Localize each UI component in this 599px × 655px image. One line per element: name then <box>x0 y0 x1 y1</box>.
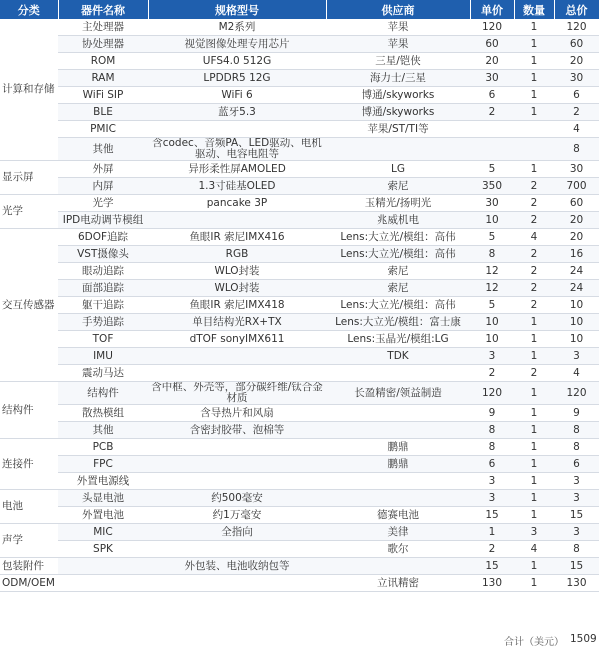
unit-price-cell: 3 <box>470 490 514 507</box>
unit-price-cell: 15 <box>470 558 514 575</box>
component-cell: IMU <box>58 348 148 365</box>
total-cell: 20 <box>554 212 599 229</box>
spec-cell <box>148 456 326 473</box>
component-cell: PCB <box>58 439 148 456</box>
spec-cell: pancake 3P <box>148 195 326 212</box>
component-cell: BLE <box>58 104 148 121</box>
spec-cell: 含中框、外壳等，部分碳纤维/钛合金材质 <box>148 382 326 405</box>
supplier-cell: LG <box>326 161 470 178</box>
category-cell: 声学 <box>0 524 58 558</box>
table-row <box>0 524 599 541</box>
quantity-cell: 1 <box>514 348 554 365</box>
quantity-cell: 2 <box>514 280 554 297</box>
table-row <box>0 507 599 524</box>
component-cell <box>58 575 148 592</box>
bom-body <box>0 19 599 592</box>
category-cell: 交互传感器 <box>0 229 58 382</box>
table-row <box>0 473 599 490</box>
quantity-cell: 4 <box>514 541 554 558</box>
component-cell: FPC <box>58 456 148 473</box>
component-cell: 手势追踪 <box>58 314 148 331</box>
spec-cell: 视觉图像处理专用芯片 <box>148 36 326 53</box>
unit-price-cell: 5 <box>470 297 514 314</box>
spec-cell: 异形柔性屏AMOLED <box>148 161 326 178</box>
total-cell: 15 <box>554 558 599 575</box>
spec-cell <box>148 348 326 365</box>
header-unit-price: 单价 <box>470 0 514 19</box>
spec-cell: 约1万毫安 <box>148 507 326 524</box>
table-row <box>0 331 599 348</box>
component-cell: 躯干追踪 <box>58 297 148 314</box>
spec-cell <box>148 575 326 592</box>
component-cell: 散热模组 <box>58 405 148 422</box>
component-cell: 内屏 <box>58 178 148 195</box>
quantity-cell: 1 <box>514 405 554 422</box>
total-cell: 4 <box>554 121 599 138</box>
table-row <box>0 19 599 36</box>
quantity-cell: 2 <box>514 195 554 212</box>
unit-price-cell: 12 <box>470 280 514 297</box>
spec-cell: WiFi 6 <box>148 87 326 104</box>
supplier-cell: 苹果/ST/TI等 <box>326 121 470 138</box>
total-cell: 20 <box>554 53 599 70</box>
unit-price-cell: 10 <box>470 212 514 229</box>
quantity-cell: 2 <box>514 178 554 195</box>
category-cell: 包装附件 <box>0 558 58 575</box>
spec-cell: 鱼眼IR 索尼IMX416 <box>148 229 326 246</box>
table-row <box>0 212 599 229</box>
table-row <box>0 405 599 422</box>
unit-price-cell: 130 <box>470 575 514 592</box>
quantity-cell: 1 <box>514 439 554 456</box>
quantity-cell: 4 <box>514 229 554 246</box>
total-cell: 8 <box>554 439 599 456</box>
supplier-cell <box>326 490 470 507</box>
quantity-cell: 1 <box>514 104 554 121</box>
supplier-cell: 德赛电池 <box>326 507 470 524</box>
table-row <box>0 490 599 507</box>
spec-cell: 约500毫安 <box>148 490 326 507</box>
spec-cell <box>148 212 326 229</box>
total-cell: 120 <box>554 382 599 405</box>
spec-cell: WLO封装 <box>148 263 326 280</box>
total-cell: 700 <box>554 178 599 195</box>
table-row <box>0 195 599 212</box>
supplier-cell <box>326 138 470 161</box>
total-cell: 3 <box>554 348 599 365</box>
total-cell: 120 <box>554 19 599 36</box>
spec-cell: 含密封胶带、泡棉等 <box>148 422 326 439</box>
supplier-cell <box>326 473 470 490</box>
spec-cell <box>148 439 326 456</box>
supplier-cell: Lens:大立光/模组：富士康 <box>326 314 470 331</box>
unit-price-cell: 3 <box>470 348 514 365</box>
component-cell: IPD电动调节模组 <box>58 212 148 229</box>
category-cell: ODM/OEM <box>0 575 58 592</box>
category-cell: 结构件 <box>0 382 58 439</box>
table-row <box>0 558 599 575</box>
quantity-cell: 1 <box>514 331 554 348</box>
spec-cell: dTOF sonyIMX611 <box>148 331 326 348</box>
header-category: 分类 <box>0 0 58 19</box>
quantity-cell: 1 <box>514 19 554 36</box>
header-total: 总价 <box>554 0 599 19</box>
quantity-cell: 1 <box>514 314 554 331</box>
quantity-cell: 1 <box>514 456 554 473</box>
unit-price-cell: 120 <box>470 382 514 405</box>
supplier-cell: 海力士/三星 <box>326 70 470 87</box>
total-cell: 4 <box>554 365 599 382</box>
unit-price-cell: 8 <box>470 246 514 263</box>
table-row <box>0 541 599 558</box>
supplier-cell: 三星/铠侠 <box>326 53 470 70</box>
category-cell: 计算和存储 <box>0 19 58 161</box>
table-row <box>0 575 599 592</box>
table-row <box>0 365 599 382</box>
total-cell: 130 <box>554 575 599 592</box>
component-cell: 主处理器 <box>58 19 148 36</box>
supplier-cell: 索尼 <box>326 178 470 195</box>
supplier-cell: Lens:大立光/模组：高伟 <box>326 246 470 263</box>
component-cell: ROM <box>58 53 148 70</box>
total-cell: 24 <box>554 280 599 297</box>
unit-price-cell: 350 <box>470 178 514 195</box>
total-cell: 8 <box>554 541 599 558</box>
spec-cell: M2系列 <box>148 19 326 36</box>
total-cell: 20 <box>554 229 599 246</box>
unit-price-cell: 2 <box>470 104 514 121</box>
component-cell: TOF <box>58 331 148 348</box>
table-row <box>0 138 599 161</box>
supplier-cell: Lens:大立光/模组：高伟 <box>326 297 470 314</box>
unit-price-cell: 60 <box>470 36 514 53</box>
total-cell: 8 <box>554 138 599 161</box>
component-cell: 外置电源线 <box>58 473 148 490</box>
table-row <box>0 87 599 104</box>
component-cell: 震动马达 <box>58 365 148 382</box>
quantity-cell: 2 <box>514 365 554 382</box>
total-cell: 8 <box>554 422 599 439</box>
table-row <box>0 229 599 246</box>
supplier-cell <box>326 422 470 439</box>
total-label: 合计（美元） <box>504 637 564 648</box>
spec-cell: 含导热片和风扇 <box>148 405 326 422</box>
table-row <box>0 280 599 297</box>
quantity-cell: 1 <box>514 87 554 104</box>
unit-price-cell: 30 <box>470 195 514 212</box>
quantity-cell: 3 <box>514 524 554 541</box>
table-row <box>0 439 599 456</box>
spec-cell: 外包装、电池收纳包等 <box>148 558 326 575</box>
unit-price-cell: 3 <box>470 473 514 490</box>
total-cell: 16 <box>554 246 599 263</box>
supplier-cell: 索尼 <box>326 280 470 297</box>
total-cell: 10 <box>554 331 599 348</box>
quantity-cell: 1 <box>514 507 554 524</box>
component-cell: PMIC <box>58 121 148 138</box>
component-cell: 6DOF追踪 <box>58 229 148 246</box>
total-cell: 30 <box>554 161 599 178</box>
supplier-cell: 歌尔 <box>326 541 470 558</box>
unit-price-cell <box>470 121 514 138</box>
header-quantity: 数量 <box>514 0 554 19</box>
quantity-cell: 1 <box>514 161 554 178</box>
unit-price-cell: 1 <box>470 524 514 541</box>
unit-price-cell: 8 <box>470 422 514 439</box>
spec-cell: UFS4.0 512G <box>148 53 326 70</box>
supplier-cell: 索尼 <box>326 263 470 280</box>
component-cell: WiFi SIP <box>58 87 148 104</box>
supplier-cell: 苹果 <box>326 36 470 53</box>
supplier-cell: TDK <box>326 348 470 365</box>
spec-cell <box>148 473 326 490</box>
quantity-cell: 1 <box>514 575 554 592</box>
category-cell: 显示屏 <box>0 161 58 195</box>
quantity-cell: 2 <box>514 212 554 229</box>
total-cell: 24 <box>554 263 599 280</box>
quantity-cell: 1 <box>514 490 554 507</box>
total-cell: 3 <box>554 524 599 541</box>
quantity-cell: 1 <box>514 473 554 490</box>
quantity-cell: 2 <box>514 246 554 263</box>
total-cell: 15 <box>554 507 599 524</box>
spec-cell: RGB <box>148 246 326 263</box>
supplier-cell: 美律 <box>326 524 470 541</box>
total-footer <box>0 629 599 649</box>
table-row <box>0 456 599 473</box>
total-cell: 10 <box>554 297 599 314</box>
unit-price-cell: 20 <box>470 53 514 70</box>
unit-price-cell: 12 <box>470 263 514 280</box>
unit-price-cell: 10 <box>470 331 514 348</box>
quantity-cell: 1 <box>514 53 554 70</box>
unit-price-cell: 15 <box>470 507 514 524</box>
spec-cell: 鱼眼IR 索尼IMX418 <box>148 297 326 314</box>
component-cell: MIC <box>58 524 148 541</box>
table-row <box>0 382 599 405</box>
category-cell: 连接件 <box>0 439 58 490</box>
table-row <box>0 263 599 280</box>
total-cell: 60 <box>554 195 599 212</box>
table-row <box>0 121 599 138</box>
supplier-cell: 鹏鼎 <box>326 456 470 473</box>
component-cell: 协处理器 <box>58 36 148 53</box>
total-value: 1509 <box>570 633 597 645</box>
unit-price-cell: 5 <box>470 229 514 246</box>
spec-cell: 全指向 <box>148 524 326 541</box>
supplier-cell: 苹果 <box>326 19 470 36</box>
table-row <box>0 246 599 263</box>
supplier-cell: 立讯精密 <box>326 575 470 592</box>
spec-cell: 单目结构光RX+TX <box>148 314 326 331</box>
component-cell: 结构件 <box>58 382 148 405</box>
unit-price-cell <box>470 138 514 161</box>
unit-price-cell: 5 <box>470 161 514 178</box>
supplier-cell: Lens:玉晶光/模组:LG <box>326 331 470 348</box>
unit-price-cell: 2 <box>470 541 514 558</box>
total-cell: 10 <box>554 314 599 331</box>
supplier-cell: 玉精光/扬明光 <box>326 195 470 212</box>
quantity-cell <box>514 138 554 161</box>
supplier-cell <box>326 365 470 382</box>
unit-price-cell: 8 <box>470 439 514 456</box>
total-cell: 60 <box>554 36 599 53</box>
header-spec: 规格型号 <box>148 0 326 19</box>
total-cell: 6 <box>554 87 599 104</box>
component-cell <box>58 558 148 575</box>
quantity-cell: 2 <box>514 297 554 314</box>
table-row <box>0 36 599 53</box>
spec-cell: 蓝牙5.3 <box>148 104 326 121</box>
component-cell: SPK <box>58 541 148 558</box>
spec-cell <box>148 365 326 382</box>
total-cell: 9 <box>554 405 599 422</box>
category-cell: 电池 <box>0 490 58 524</box>
unit-price-cell: 30 <box>470 70 514 87</box>
quantity-cell <box>514 121 554 138</box>
supplier-cell: 长盈精密/领益制造 <box>326 382 470 405</box>
spec-cell <box>148 541 326 558</box>
unit-price-cell: 2 <box>470 365 514 382</box>
header-supplier: 供应商 <box>326 0 470 19</box>
table-row <box>0 70 599 87</box>
component-cell: 其他 <box>58 422 148 439</box>
quantity-cell: 2 <box>514 263 554 280</box>
component-cell: RAM <box>58 70 148 87</box>
quantity-cell: 1 <box>514 36 554 53</box>
table-row <box>0 161 599 178</box>
total-cell: 6 <box>554 456 599 473</box>
component-cell: 面部追踪 <box>58 280 148 297</box>
total-cell: 3 <box>554 473 599 490</box>
quantity-cell: 1 <box>514 70 554 87</box>
unit-price-cell: 120 <box>470 19 514 36</box>
spec-cell: WLO封装 <box>148 280 326 297</box>
component-cell: 眼动追踪 <box>58 263 148 280</box>
total-cell: 30 <box>554 70 599 87</box>
quantity-cell: 1 <box>514 382 554 405</box>
table-row <box>0 314 599 331</box>
total-cell: 2 <box>554 104 599 121</box>
table-row <box>0 53 599 70</box>
unit-price-cell: 6 <box>470 456 514 473</box>
supplier-cell: 鹏鼎 <box>326 439 470 456</box>
table-row <box>0 297 599 314</box>
supplier-cell: Lens:大立光/模组：高伟 <box>326 229 470 246</box>
spec-cell <box>148 121 326 138</box>
total-cell: 3 <box>554 490 599 507</box>
component-cell: 外屏 <box>58 161 148 178</box>
supplier-cell: 博通/skyworks <box>326 104 470 121</box>
supplier-cell: 兆威机电 <box>326 212 470 229</box>
component-cell: 头显电池 <box>58 490 148 507</box>
component-cell: VST摄像头 <box>58 246 148 263</box>
unit-price-cell: 6 <box>470 87 514 104</box>
header-row <box>0 0 599 19</box>
quantity-cell: 1 <box>514 422 554 439</box>
component-cell: 其他 <box>58 138 148 161</box>
category-cell: 光学 <box>0 195 58 229</box>
table-row <box>0 178 599 195</box>
supplier-cell: 博通/skyworks <box>326 87 470 104</box>
table-row <box>0 422 599 439</box>
supplier-cell <box>326 405 470 422</box>
component-cell: 外置电池 <box>58 507 148 524</box>
component-cell: 光学 <box>58 195 148 212</box>
supplier-cell <box>326 558 470 575</box>
table-row <box>0 348 599 365</box>
table-row <box>0 104 599 121</box>
spec-cell: LPDDR5 12G <box>148 70 326 87</box>
spec-cell: 1.3寸硅基OLED <box>148 178 326 195</box>
quantity-cell: 1 <box>514 558 554 575</box>
spec-cell: 含codec、音频PA、LED驱动、电机驱动、电容电阻等 <box>148 138 326 161</box>
unit-price-cell: 9 <box>470 405 514 422</box>
unit-price-cell: 10 <box>470 314 514 331</box>
header-component: 器件名称 <box>58 0 148 19</box>
